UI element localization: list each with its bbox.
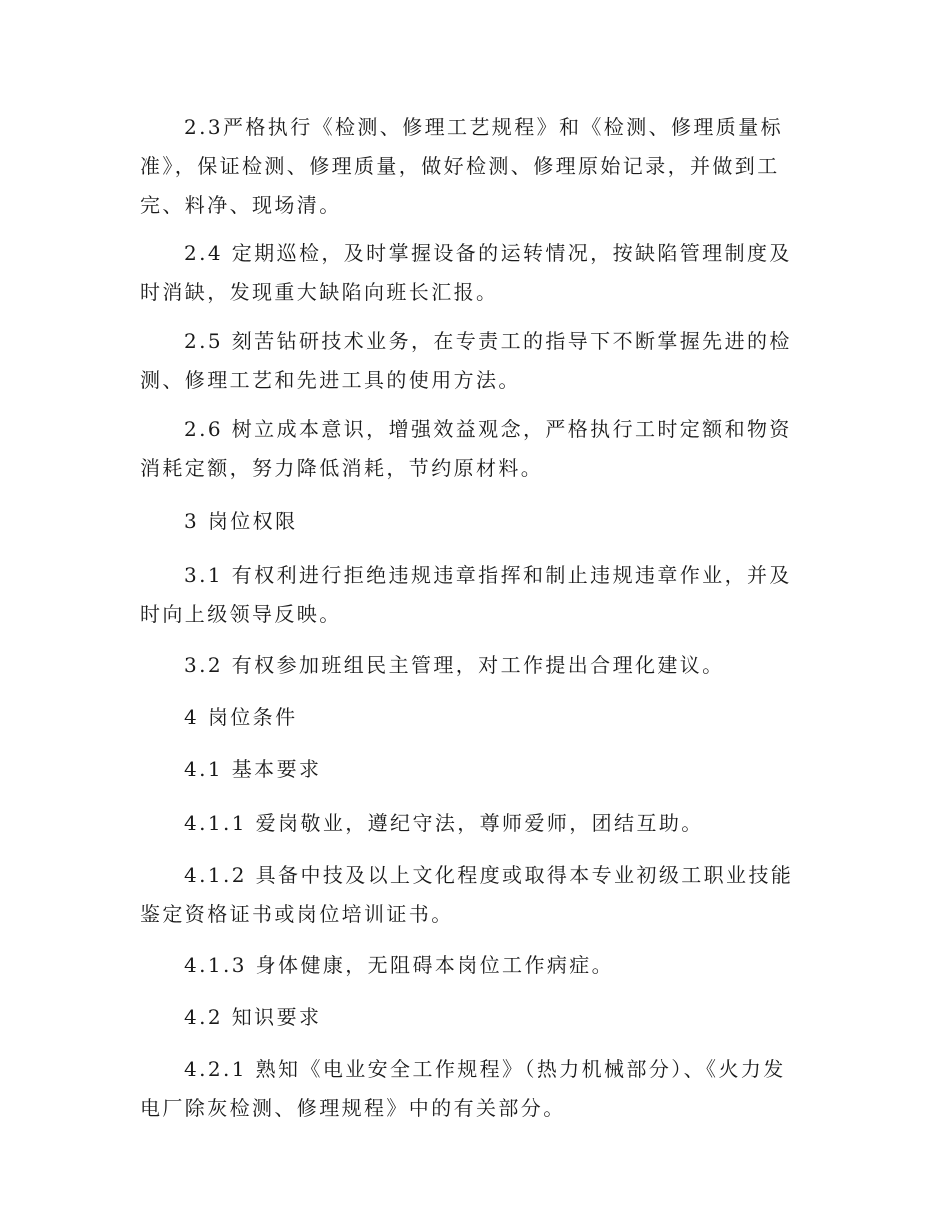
paragraph-2-3: 2.3严格执行《检测、修理工艺规程》和《检测、修理质量标准》，保证检测、修理质量，做好检测、修理原始记录，并做到工完、料净、现场清。 <box>140 115 784 217</box>
paragraph-4-1-1: 4.1.1 爱岗敬业，遵纪守法，尊师爱师，团结互助。 <box>184 811 704 835</box>
heading-4-1-basic-requirements: 4.1 基本要求 <box>184 757 322 781</box>
paragraph-4-1-3: 4.1.3 身体健康，无阻碍本岗位工作病症。 <box>184 953 615 977</box>
heading-4-position-requirements: 4 岗位条件 <box>184 705 298 729</box>
paragraph-3-1: 3.1 有权利进行拒绝违规违章指挥和制止违规违章作业，并及时向上级领导反映。 <box>140 563 792 626</box>
paragraph-3-2: 3.2 有权参加班组民主管理，对工作提出合理化建议。 <box>184 653 725 677</box>
heading-4-2-knowledge-requirements: 4.2 知识要求 <box>184 1005 322 1029</box>
paragraph-2-5: 2.5 刻苦钻研技术业务，在专责工的指导下不断掌握先进的检测、修理工艺和先进工具的使用方法。 <box>140 329 792 392</box>
paragraph-2-6: 2.6 树立成本意识，增强效益观念，严格执行工时定额和物资消耗定额，努力降低消耗，节约原材料。 <box>140 417 792 480</box>
paragraph-2-4: 2.4 定期巡检，及时掌握设备的运转情况，按缺陷管理制度及时消缺，发现重大缺陷向班长汇报。 <box>140 241 792 304</box>
heading-3-position-authority: 3 岗位权限 <box>184 509 298 533</box>
paragraph-4-1-2: 4.1.2 具备中技及以上文化程度或取得本专业初级工职业技能鉴定资格证书或岗位培训证书。 <box>140 863 794 926</box>
paragraph-4-2-1: 4.2.1 熟知《电业安全工作规程》（热力机械部分）、《火力发电厂除灰检测、修理规程》中的有关部分。 <box>140 1057 786 1120</box>
